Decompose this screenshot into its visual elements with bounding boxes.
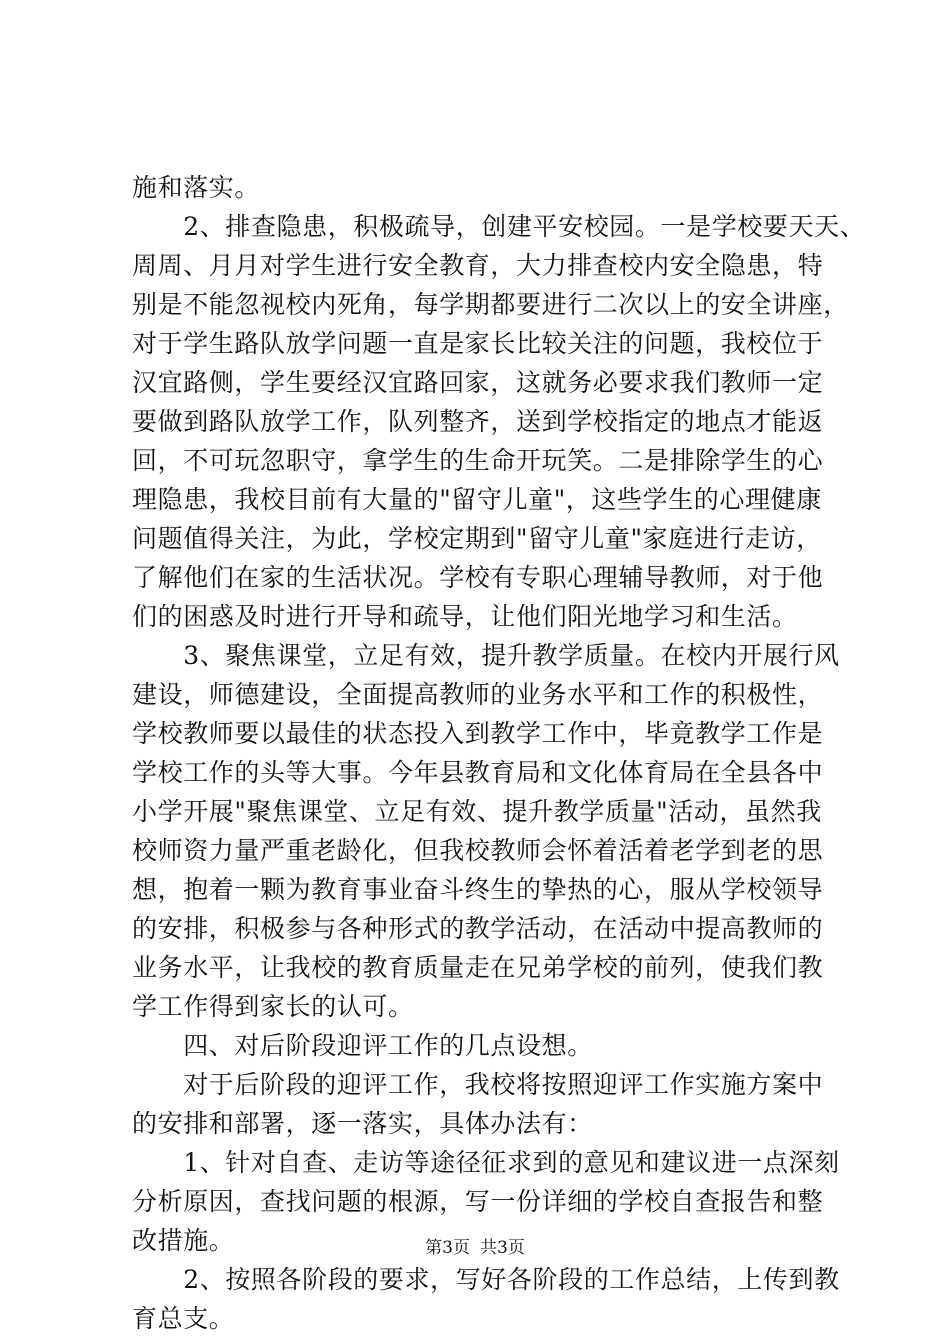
text-line: 校师资力量严重老龄化，但我校教师会怀着活着老学到老的思 xyxy=(132,836,824,865)
page-footer xyxy=(0,1238,950,1258)
text-line: 别是不能忽视校内死角，每学期都要进行二次以上的安全讲座， xyxy=(132,290,849,319)
text-line: 建设，师德建设，全面提高教师的业务水平和工作的积极性， xyxy=(132,680,824,709)
text-line: 2、按照各阶段的要求，写好各阶段的工作总结，上传到教 xyxy=(132,1265,840,1294)
page-total: 共3页 xyxy=(480,1238,525,1258)
text-line: 理隐患，我校目前有大量的"留守儿童"，这些学生的心理健康 xyxy=(132,485,822,514)
text-line: 分析原因，查找问题的根源，写一份详细的学校自查报告和整 xyxy=(132,1187,824,1216)
text-line: 的安排和部署，逐一落实，具体办法有： xyxy=(132,1109,593,1138)
text-line: 对于学生路队放学问题一直是家长比较关注的问题，我校位于 xyxy=(132,329,824,358)
text-line: 1、针对自查、走访等途径征求到的意见和建议进一点深刻 xyxy=(132,1148,840,1177)
text-line: 育总支。 xyxy=(132,1304,235,1333)
document-body xyxy=(132,168,866,1338)
text-line: 的安排，积极参与各种形式的教学活动，在活动中提高教师的 xyxy=(132,914,824,943)
page-number: 第3页 xyxy=(425,1238,470,1258)
text-line: 改措施。 xyxy=(132,1226,235,1255)
text-line: 2、排查隐患，积极疏导，创建平安校园。一是学校要天天、 xyxy=(132,212,866,241)
text-line: 要做到路队放学工作，队列整齐，送到学校指定的地点才能返 xyxy=(132,407,824,436)
text-line: 对于后阶段的迎评工作，我校将按照迎评工作实施方案中 xyxy=(132,1070,824,1099)
text-line: 问题值得关注，为此，学校定期到"留守儿童"家庭进行走访， xyxy=(132,524,822,553)
text-line: 业务水平，让我校的教育质量走在兄弟学校的前列，使我们教 xyxy=(132,953,824,982)
text-line: 想，抱着一颗为教育事业奋斗终生的挚热的心，服从学校领导 xyxy=(132,875,824,904)
text-line: 周周、月月对学生进行安全教育，大力排查校内安全隐患，特 xyxy=(132,251,824,280)
text-line: 学校教师要以最佳的状态投入到教学工作中，毕竟教学工作是 xyxy=(132,719,824,748)
text-line: 3、聚焦课堂，立足有效，提升教学质量。在校内开展行风 xyxy=(132,641,840,670)
text-line: 了解他们在家的生活状况。学校有专职心理辅导教师，对于他 xyxy=(132,563,824,592)
text-line: 汉宜路侧，学生要经汉宜路回家，这就务必要求我们教师一定 xyxy=(132,368,824,397)
text-line: 回，不可玩忽职守，拿学生的生命开玩笑。二是排除学生的心 xyxy=(132,446,824,475)
text-line: 小学开展"聚焦课堂、立足有效、提升教学质量"活动，虽然我 xyxy=(132,797,822,826)
text-line: 施和落实。 xyxy=(132,173,261,202)
text-line: 学工作得到家长的认可。 xyxy=(132,992,414,1021)
text-line: 学校工作的头等大事。今年县教育局和文化体育局在全县各中 xyxy=(132,758,824,787)
text-line: 四、对后阶段迎评工作的几点设想。 xyxy=(132,1031,593,1060)
text-line: 们的困惑及时进行开导和疏导，让他们阳光地学习和生活。 xyxy=(132,602,798,631)
